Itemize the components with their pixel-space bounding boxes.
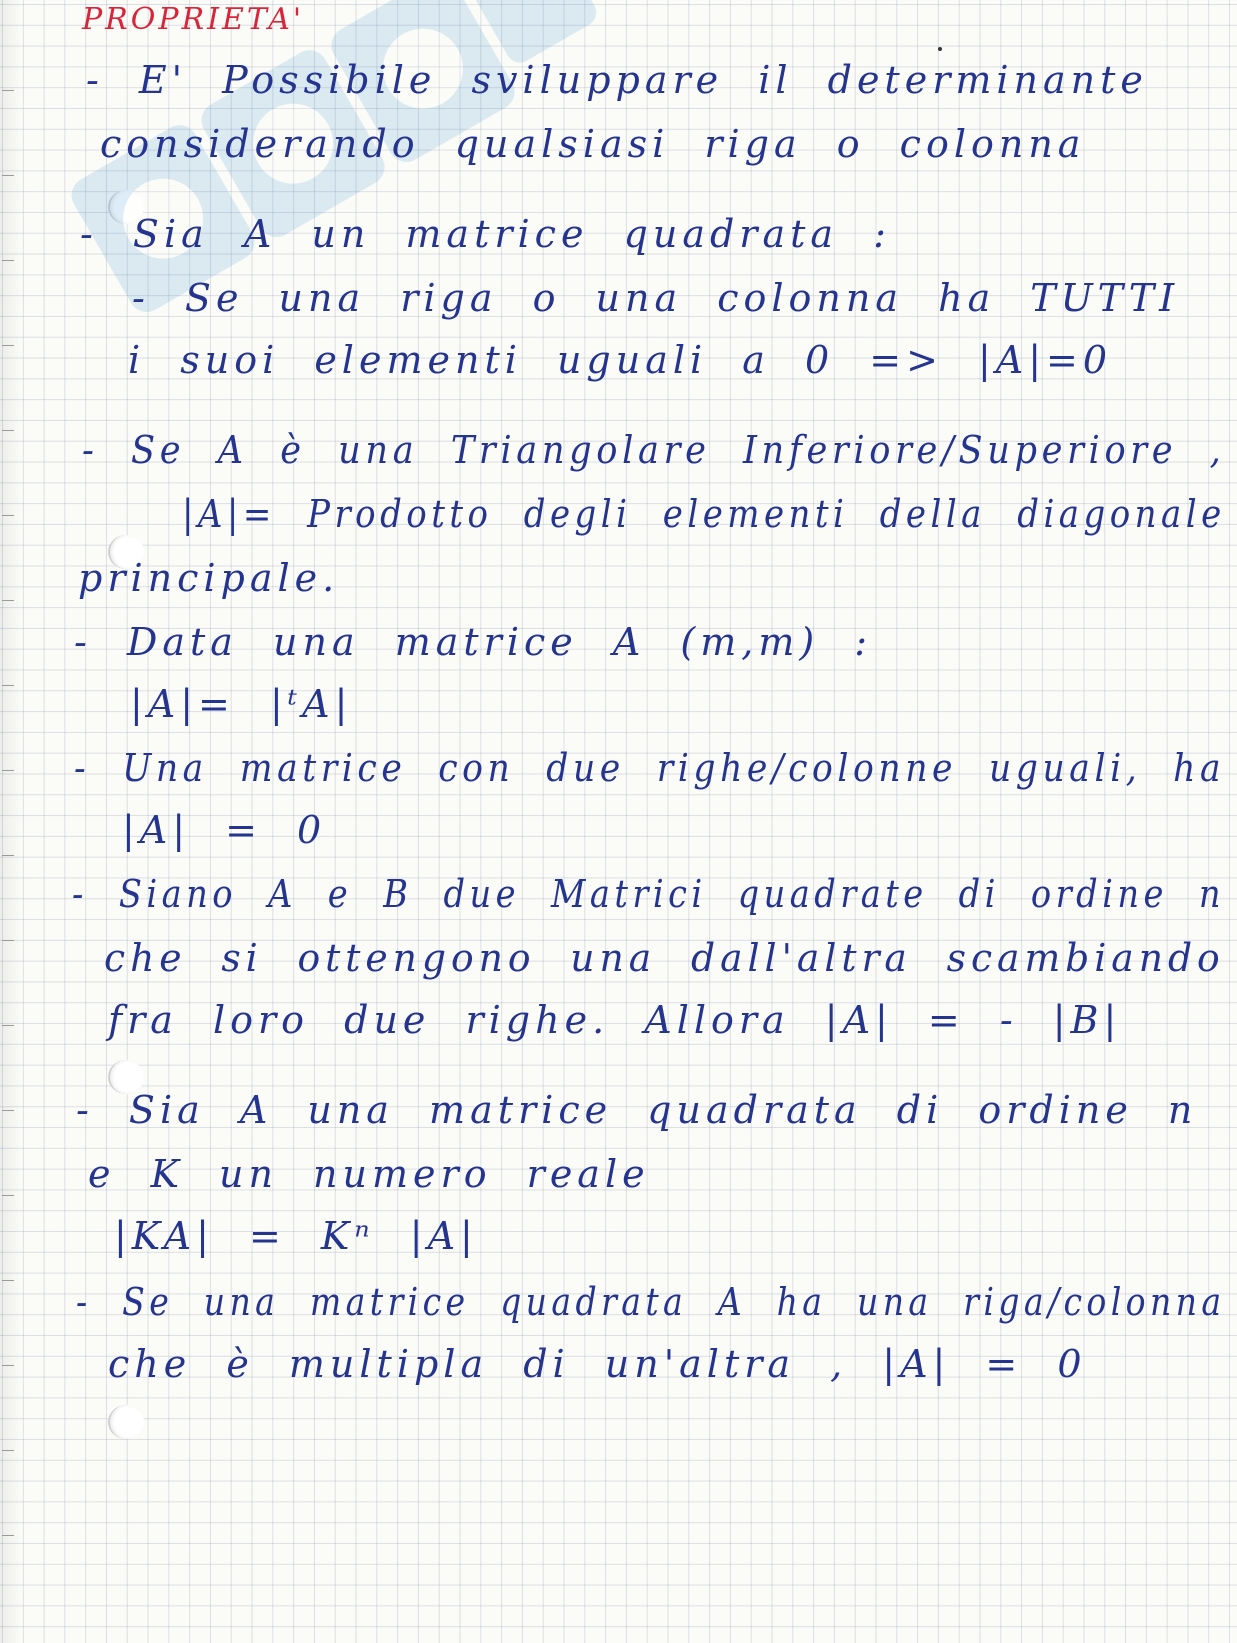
margin-tick	[2, 855, 14, 856]
note-line: considerando qualsiasi riga o colonna	[100, 122, 1086, 166]
margin-tick	[2, 1365, 14, 1366]
note-line: - Sia A un matrice quadrata :	[80, 212, 891, 256]
note-line: i suoi elementi uguali a 0 => |A|=0	[128, 338, 1113, 382]
note-line: |KA| = Kⁿ |A|	[114, 1214, 478, 1258]
margin-tick	[2, 515, 14, 516]
note-line: fra loro due righe. Allora |A| = - |B|	[108, 998, 1122, 1042]
note-line: - E' Possibile sviluppare il determinante	[86, 58, 1148, 102]
note-line: che è multipla di un'altra , |A| = 0	[108, 1342, 1087, 1386]
margin-tick	[2, 940, 14, 941]
margin-tick	[2, 1280, 14, 1281]
margin-tick	[2, 90, 14, 91]
page-title: PROPRIETA'	[82, 2, 305, 37]
margin-tick	[2, 260, 14, 261]
note-line: |A|= |ᵗA|	[130, 682, 353, 726]
note-line: principale.	[78, 556, 340, 600]
margin-tick	[2, 1195, 14, 1196]
note-line: - Data una matrice A (m,m) :	[74, 620, 873, 664]
left-margin	[0, 0, 22, 1643]
margin-tick	[2, 345, 14, 346]
punch-hole	[108, 1405, 144, 1439]
note-line: - Siano A e B due Matrici quadrate di ordine n	[72, 872, 1226, 916]
margin-tick	[2, 430, 14, 431]
margin-tick	[2, 600, 14, 601]
margin-tick	[2, 770, 14, 771]
margin-tick	[2, 1025, 14, 1026]
note-line: - Se A è una Triangolare Inferiore/Superiore ,	[82, 428, 1226, 472]
note-line: |A|= Prodotto degli elementi della diagonale	[182, 492, 1226, 536]
note-line: - Sia A una matrice quadrata di ordine n	[76, 1088, 1198, 1132]
ink-speck	[938, 47, 942, 51]
note-line: |A| = 0	[122, 808, 327, 852]
margin-tick	[2, 175, 14, 176]
note-line: e K un numero reale	[88, 1152, 650, 1196]
margin-tick	[2, 1535, 14, 1536]
note-line: - Se una matrice quadrata A ha una riga/colonna	[76, 1280, 1226, 1324]
margin-tick	[2, 1110, 14, 1111]
margin-tick	[2, 685, 14, 686]
note-line: - Una matrice con due righe/colonne uguali, ha	[74, 746, 1226, 790]
margin-tick	[2, 1450, 14, 1451]
note-line: - Se una riga o una colonna ha TUTTI	[132, 276, 1180, 320]
note-line: che si ottengono una dall'altra scambiando	[104, 936, 1225, 980]
